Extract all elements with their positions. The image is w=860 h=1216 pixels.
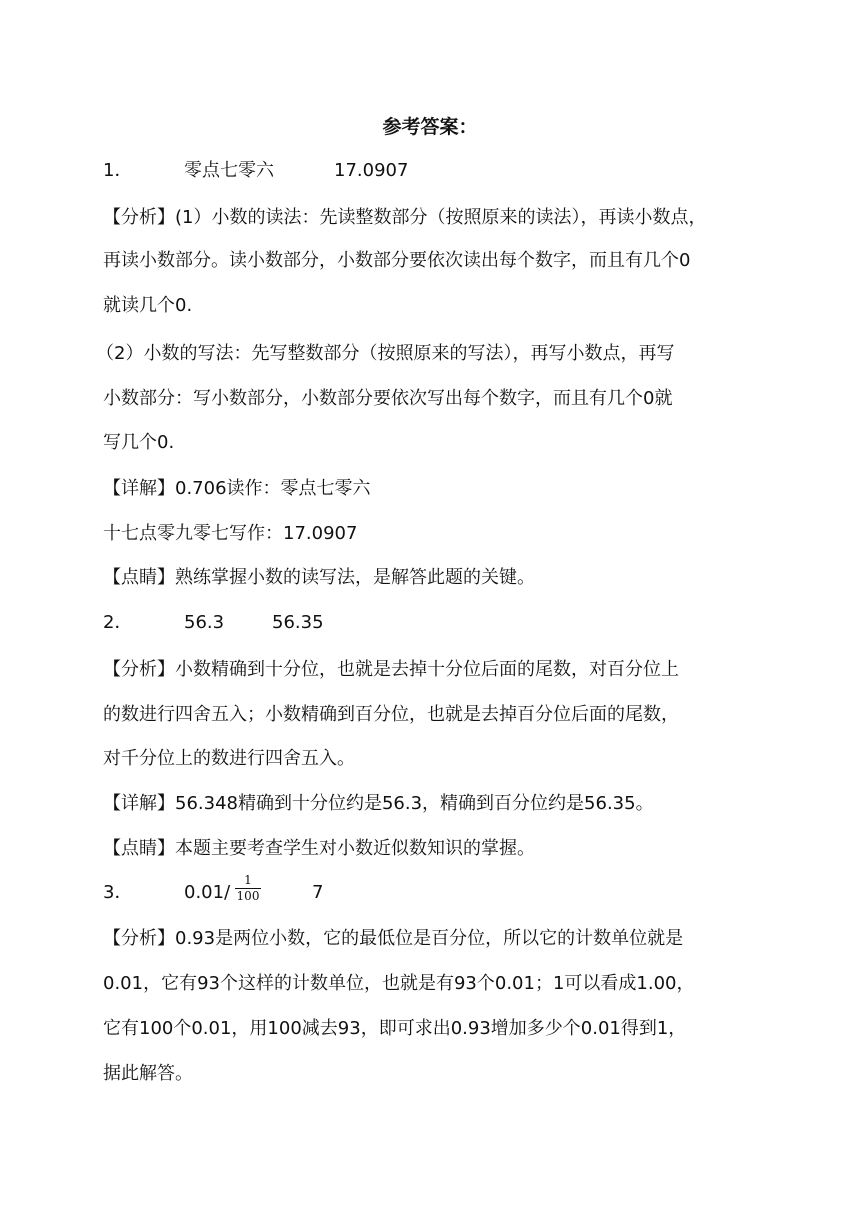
q3-number: 3． xyxy=(103,882,133,903)
q1-analysis-line: （2）小数的写法：先写整数部分（按照原来的写法），再写小数点，再写 xyxy=(96,343,675,364)
q1-answer-1: 零点七零六 xyxy=(184,160,274,181)
q1-analysis-line: 就读几个0. xyxy=(103,295,193,316)
fraction-numerator: 1 xyxy=(244,873,252,887)
q1-number: 1． xyxy=(103,160,133,181)
q1-detail-line: 【详解】0.706读作：零点七零六 xyxy=(103,478,371,499)
q1-analysis-line: 再读小数部分。读小数部分，小数部分要依次读出每个数字，而且有几个0 xyxy=(103,250,691,271)
q1-answer-2: 17.0907 xyxy=(334,160,409,181)
q2-detail: 【详解】56.348精确到十分位约是56.3，精确到百分位约是56.35。 xyxy=(103,793,654,814)
q3-analysis-line: 它有100个0.01，用100减去93，即可求出0.93增加多少个0.01得到1， xyxy=(103,1018,687,1039)
q2-answer-2: 56.35 xyxy=(272,612,324,633)
q3-analysis-line: 0.01，它有93个这样的计数单位，也就是有93个0.01；1可以看成1.00， xyxy=(103,973,695,994)
q1-analysis-line: 小数部分：写小数部分，小数部分要依次写出每个数字，而且有几个0就 xyxy=(103,388,673,409)
q2-analysis-line: 【分析】小数精确到十分位，也就是去掉十分位后面的尾数，对百分位上 xyxy=(103,659,679,680)
q3-analysis-line: 【分析】0.93是两位小数，它的最低位是百分位，所以它的计数单位就是 xyxy=(103,928,684,949)
page-title: 参考答案： xyxy=(382,116,478,138)
q3-answer-1-prefix: 0.01/ xyxy=(184,882,231,903)
q2-analysis-line: 对千分位上的数进行四舍五入。 xyxy=(103,748,355,769)
q1-analysis-line: 【分析】(1）小数的读法：先读整数部分（按照原来的读法），再读小数点， xyxy=(103,207,707,228)
q2-comment: 【点睛】本题主要考查学生对小数近似数知识的掌握。 xyxy=(103,838,535,859)
q3-fraction xyxy=(235,874,261,903)
q1-comment: 【点睛】熟练掌握小数的读写法，是解答此题的关键。 xyxy=(103,567,535,588)
q2-number: 2． xyxy=(103,612,133,633)
q2-analysis-line: 的数进行四舍五入；小数精确到百分位，也就是去掉百分位后面的尾数， xyxy=(103,704,679,725)
q1-analysis-line: 写几个0. xyxy=(103,432,175,453)
q3-analysis-line: 据此解答。 xyxy=(103,1063,193,1084)
q2-answer-1: 56.3 xyxy=(184,612,225,633)
q1-detail-line: 十七点零九零七写作：17.0907 xyxy=(103,523,358,544)
q3-answer-2: 7 xyxy=(312,882,324,903)
fraction-denominator: 100 xyxy=(236,889,260,903)
